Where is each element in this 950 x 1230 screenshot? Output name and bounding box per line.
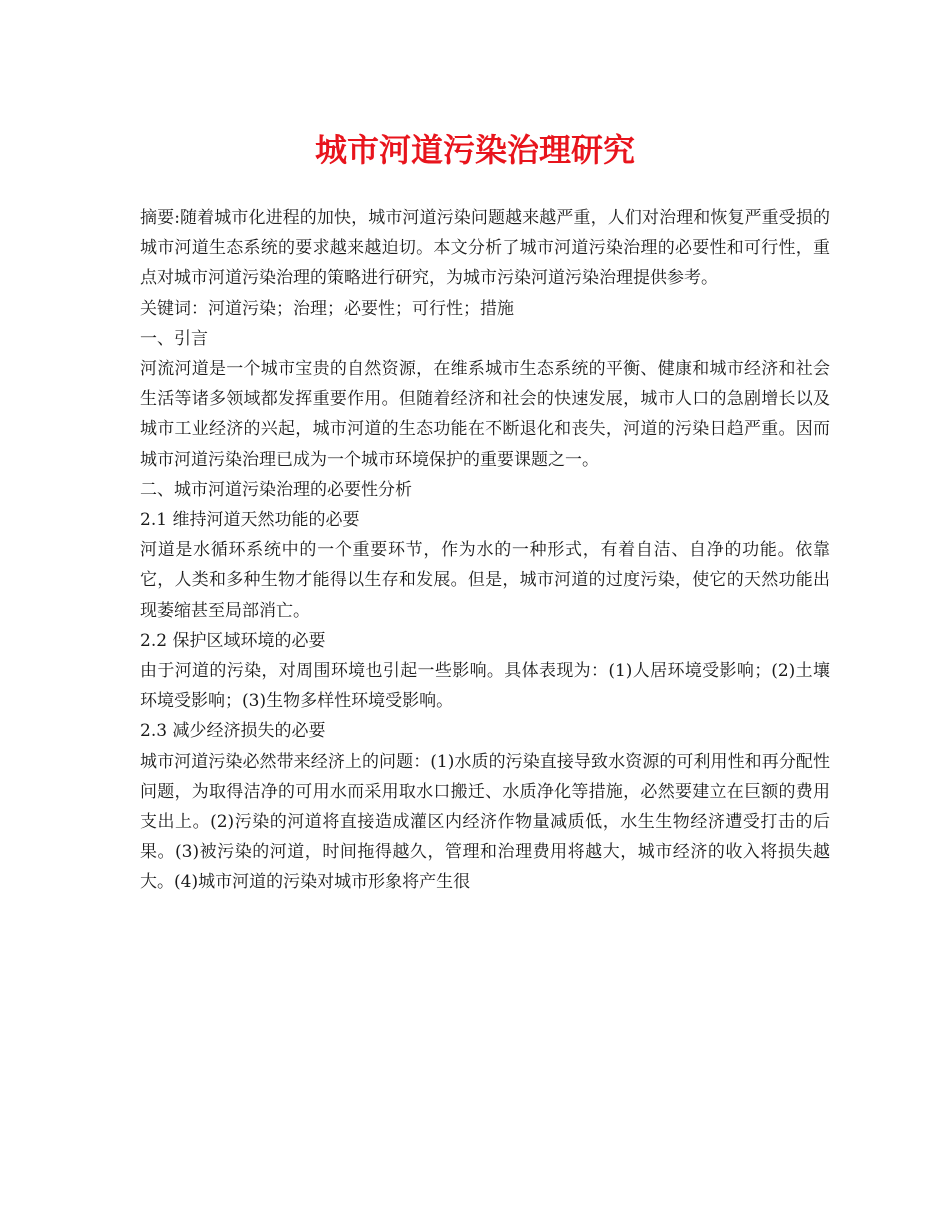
body-paragraph: 城市河道污染必然带来经济上的问题：(1)水质的污染直接导致水资源的可利用性和再分配性问题，为取得洁净的可用水而采用取水口搬迁、水质净化等措施，必然要建立在巨额的费用支出上。(2)污染的河道将直接造成灌区内经济作物量减质低，水生生物经济遭受打击的后果。(3)被污染的河道，时间拖得越久，管理和治理费用将越大，城市经济的收入将损失越大。(4)城市河道的污染对城市形象将产生很 bbox=[140, 751, 830, 893]
subsection-heading-2-2: 2.2 保护区域环境的必要 bbox=[140, 630, 326, 651]
document-body bbox=[140, 203, 830, 898]
section-heading-1: 一、引言 bbox=[140, 328, 208, 349]
keywords-line: 关键词：河道污染；治理；必要性；可行性；措施 bbox=[140, 298, 514, 319]
body-paragraph: 由于河道的污染，对周围环境也引起一些影响。具体表现为：(1)人居环境受影响；(2)土壤环境受影响；(3)生物多样性环境受影响。 bbox=[140, 661, 830, 712]
section-heading-2: 二、城市河道污染治理的必要性分析 bbox=[140, 479, 412, 500]
body-paragraph: 河道是水循环系统中的一个重要环节，作为水的一种形式，有着自洁、自净的功能。依靠它，人类和多种生物才能得以生存和发展。但是，城市河道的过度污染，使它的天然功能出现萎缩甚至局部消亡。 bbox=[140, 540, 830, 621]
abstract-paragraph: 摘要:随着城市化进程的加快，城市河道污染问题越来越严重，人们对治理和恢复严重受损的城市河道生态系统的要求越来越迫切。本文分析了城市河道污染治理的必要性和可行性，重点对城市河道污染治理的策略进行研究，为城市污染河道污染治理提供参考。 bbox=[140, 208, 830, 289]
subsection-heading-2-3: 2.3 减少经济损失的必要 bbox=[140, 721, 326, 742]
document-title: 城市河道污染治理研究 bbox=[314, 131, 635, 169]
subsection-heading-2-1: 2.1 维持河道天然功能的必要 bbox=[140, 510, 360, 531]
body-paragraph: 河流河道是一个城市宝贵的自然资源，在维系城市生态系统的平衡、健康和城市经济和社会生活等诸多领域都发挥重要作用。但随着经济和社会的快速发展，城市人口的急剧增长以及城市工业经济的兴起，城市河道的生态功能在不断退化和丧失，河道的污染日趋严重。因而城市河道污染治理已成为一个城市环境保护的重要课题之一。 bbox=[140, 359, 830, 470]
